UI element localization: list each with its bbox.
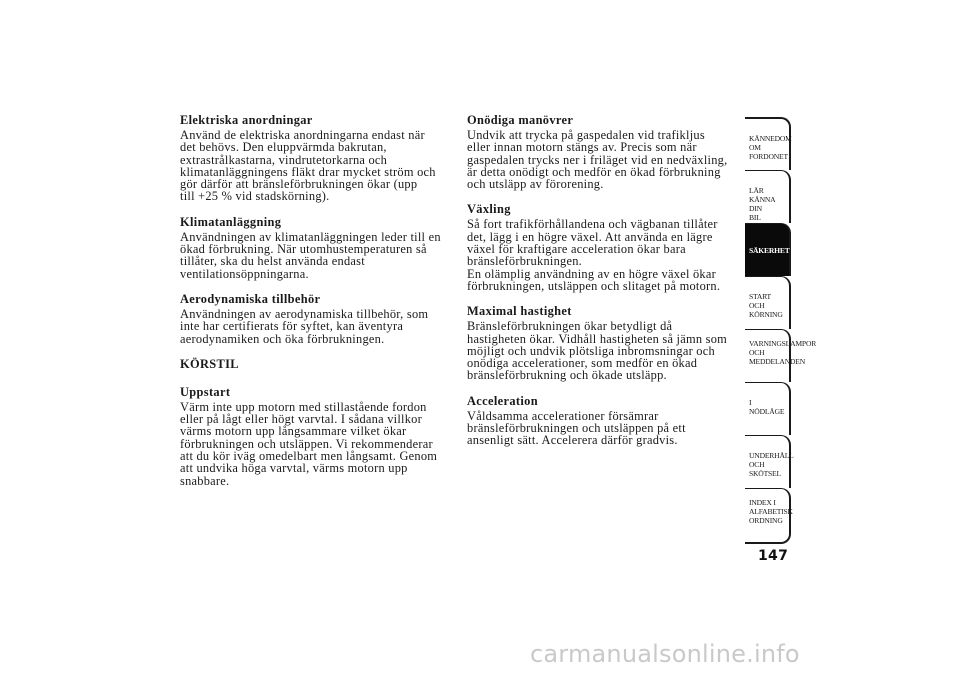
left-column — [180, 113, 448, 487]
tab-warning-lights[interactable]: VARNINGSLAMPOR OCH MEDDELANDEN — [745, 329, 791, 382]
section-heading-aero: Aerodynamiska tillbehör — [180, 291, 321, 306]
section-text-max-speed: Bränsleförbrukningen ökar betydligt då hastigheten ökar. Vidhåll hastigheten så jämn som möjligt och undvik plötsliga inbromsningar och onödiga accelerationer, som medför en ökad bränsleförbrukning och ökade utsläpp. — [467, 319, 728, 383]
tab-maintenance[interactable]: UNDERHÅLL OCH SKÖTSEL — [745, 435, 791, 488]
section-text-electrical: Använd de elektriska anordningarna endast när det behövs. Den eluppvärmda bakrutan, extrastrålkastarna, vindrutetorkarna och klimatanläggningens fläkt drar mycket ström och gör därför att bränsleförbrukningen ökar (upp till +25 % vid stadskörning). — [180, 128, 436, 204]
section-heading-acceleration: Acceleration — [467, 393, 538, 408]
section-text-acceleration: Våldsamma accelerationer försämrar bränsleförbrukningen och utsläppen på ett ansenligt sätt. Accelerera därför gradvis. — [467, 408, 686, 448]
tab-alphabetical-index[interactable]: INDEX I ALFABETISK ORDNING — [745, 488, 791, 544]
section-heading-electrical: Elektriska anordningar — [180, 113, 313, 127]
page-number: 147 — [758, 548, 789, 564]
tab-safety[interactable]: SÄKERHET — [745, 223, 791, 276]
tab-know-your-car[interactable]: LÄR KÄNNA DIN BIL — [745, 170, 791, 223]
section-heading-climate: Klimatanläggning — [180, 214, 282, 229]
section-text-gear-shift-a: Så fort trafikförhållandena och vägbanan tillåter det, lägg i en högre växel. Att använda en lägre växel för kraftigare acceleration ökar bara bränsleförbrukningen. — [467, 217, 718, 269]
watermark-text: carmanualsonline.info — [530, 640, 800, 668]
section-heading-max-speed: Maximal hastighet — [467, 304, 572, 319]
section-text-climate: Användningen av klimatanläggningen leder till en ökad förbrukning. När utomhustemperaturen så tillåter, ska du helst använda endast ventilationsöppningarna. — [180, 229, 441, 281]
right-column — [467, 113, 737, 447]
section-heading-startup: Uppstart — [180, 384, 231, 399]
chapter-tab-index — [745, 117, 817, 544]
section-text-unnecessary-manoeuvres: Undvik att trycka på gaspedalen vid trafikljus eller innan motorn stängs av. Precis som när gaspedalen trycks ner i friläget vid en nedväxling, är detta onödigt och medför en ökad förbrukning och utsläpp av förorening. — [467, 128, 728, 192]
tab-vehicle-knowledge[interactable]: KÄNNEDOM OM FORDONET — [745, 117, 791, 170]
chapter-heading-driving-style: KÖRSTIL — [180, 356, 239, 371]
section-text-startup: Värm inte upp motorn med stillastående fordon eller på lågt eller högt varvtal. I sådana villkor värms motorn upp långsammare vilket ökar förbrukningen och utsläppen. Vi rekommenderar att du kör iväg omedelbart men långsamt. Genom att undvika höga varvtal, värms motorn upp snabbare. — [180, 399, 438, 488]
section-text-gear-shift-b: En olämplig användning av en högre växel ökar förbrukningen, utsläppen och slitaget på motorn. — [467, 266, 721, 293]
tab-start-and-driving[interactable]: START OCH KÖRNING — [745, 276, 791, 329]
section-heading-gear-shift: Växling — [467, 202, 511, 217]
section-heading-unnecessary-manoeuvres: Onödiga manövrer — [467, 113, 574, 127]
section-text-aero: Användningen av aerodynamiska tillbehör, som inte har certifierats för syftet, kan äventyra aerodynamiken och öka förbrukningen. — [180, 306, 429, 346]
tab-emergency[interactable]: I NÖDLÄGE — [745, 382, 791, 435]
